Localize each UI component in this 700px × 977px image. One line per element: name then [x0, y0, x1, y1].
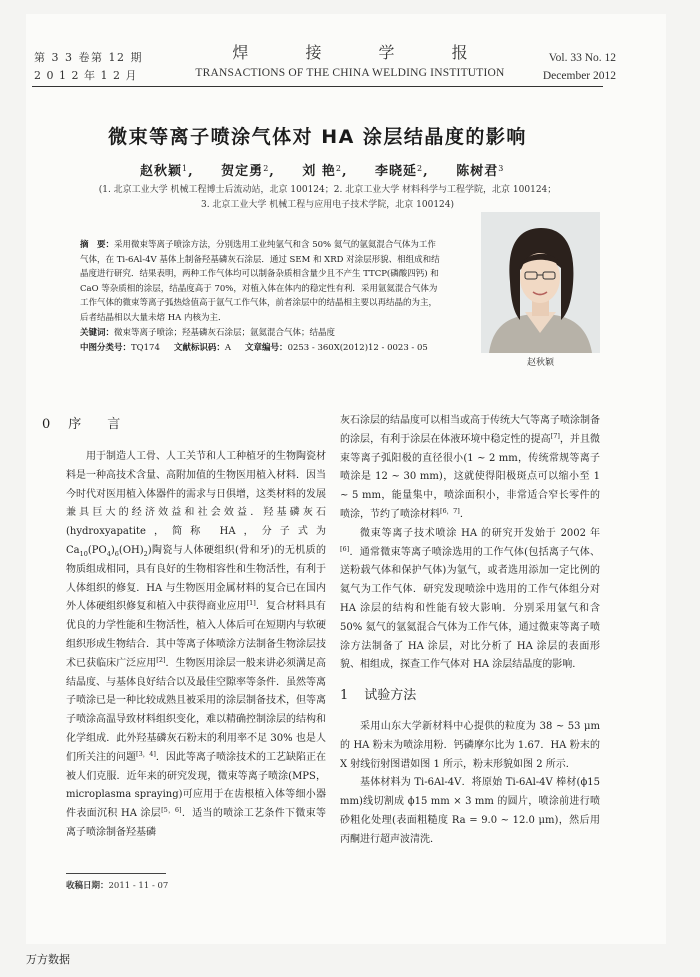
author: 贺定勇$^2$, [221, 164, 275, 179]
citation: [2] [156, 655, 166, 664]
author: 李晓延$^2$, [375, 164, 429, 179]
header-divider [32, 86, 603, 87]
section-heading-0: 0 序言 [42, 417, 147, 432]
received-date: 收稿日期：2011 - 11 - 07 [66, 881, 169, 891]
abstract-block [80, 238, 440, 355]
journal-name [150, 42, 550, 81]
keywords: 关键词：微束等离子喷涂；羟基磷灰石涂层；氩氦混合气体；结晶度 [80, 328, 336, 338]
header-issue-en [543, 49, 616, 85]
citation: [5，6] [161, 806, 182, 815]
author: 陈树君$^3$ [456, 164, 505, 179]
date-cn: 2 0 1 2 年 1 2 月 [34, 69, 138, 82]
journal-name-cn: 焊 接 学 报 [232, 43, 494, 62]
left-column [66, 448, 326, 843]
journal-name-en: TRANSACTIONS OF THE CHINA WELDING INSTITUTION [195, 67, 505, 79]
header-issue-cn [34, 49, 143, 85]
citation: [6，7] [440, 506, 460, 515]
paragraph: 采用山东大学新材料中心提供的粒度为 38 ~ 53 μm 的 HA 粉末为喷涂用粉．钙磷摩尔比为 1.67．HA 粉末的 X 射线衍射图谱如图 1 所示，粉末形貌如图 2 所示． [340, 720, 600, 770]
portrait-image [481, 212, 600, 353]
article-title: 微束等离子喷涂气体对 HA 涂层结晶度的影响 [108, 126, 527, 148]
author-list [140, 160, 520, 179]
affiliations: (1. 北京工业大学 机械工程博士后流动站，北京 100124；2. 北京工业大学 材料科学与工程学院，北京 100124； 3. 北京工业大学 机械工程与应用电子技术学院，北京 100124) [98, 185, 557, 210]
section-heading-1: 1 试验方法 [340, 688, 417, 704]
paragraph: 灰石涂层的结晶度可以相当或高于传统大气等离子喷涂制备的涂层，有利于涂层在体液环境中稳定性的提高[7]，并且微束等离子弧阳极的直径很小(1 ~ 2 mm，传统常规等离子喷涂是 12 ~ 30 mm)，这就使得阳极斑点可以缩小至 1 ~ 5 mm，能量集中，喷涂面积小，非常适合窄长零件的喷涂，节约了喷涂材料[6，7]． [340, 415, 600, 520]
citation: [6] [340, 544, 350, 553]
volume-en: Vol. 33 No. 12 [548, 52, 616, 64]
volume-cn: 第 3 3 卷第 12 期 [34, 51, 143, 64]
citation: [1] [246, 599, 256, 608]
abstract-text: 摘 要：采用微束等离子喷涂方法，分别选用工业纯氩气和含 50% 氦气的氩氦混合气体为工作气体，在 Ti-6Al-4V 基体上制备羟基磷灰石涂层．通过 SEM 和 XRD 对涂层形貌、相组成和结晶度进行研究．结果表明，两种工作气体均可以制备杂质相含量少且不产生 TTCP(磷酸四钙) 和 CaO 等杂质相的涂层，结晶度高于 70%，对植入体在体内的稳定性有利．采用氩氦混合气体为工作气体的微束等离子弧热焓值高于氩气工作气体，前者涂层中的结晶相主要以再结晶的为主，后者结晶相以大量未熔 HA 内核为主． [80, 240, 440, 323]
citation: [3，4] [136, 749, 156, 758]
classification-line: 中图分类号：TQ174 文献标识码：A 文章编号：0253 - 360X(2012)12 - 0023 - 05 [80, 342, 428, 353]
author-photo [481, 212, 600, 353]
paragraph: 基体材料为 Ti-6Al-4V．将原始 Ti-6Al-4V 棒材(ϕ15 mm)线切割成 ϕ15 mm × 3 mm 的圆片，喷涂前进行喷砂粗化处理(表面粗糙度 Ra = 9.0 ~ 12.0 μm)，然后用丙酮进行超声波清洗． [340, 777, 600, 845]
footnote-divider [66, 873, 166, 874]
paragraph: 微束等离子技术喷涂 HA 的研究开发始于 2002 年[6]．通常微束等离子喷涂选用的工作气体(包括离子气体、送粉载气体和保护气体)为氩气，或者选用添加一定比例的氦气为工作气体．研究发现喷涂中选用的工作气体组分对 HA 涂层的结构和性能有较大影响．分别采用氩气和含 50% 氦气的氩氦混合气体为工作气体，通过微束等离子喷涂方法制备了 HA 涂层，对比分析了 HA 涂层的表面形貌、相组成，探查工作气体对 HA 涂层结晶度的影响． [340, 527, 600, 671]
photo-caption: 赵秋颖 [526, 358, 554, 368]
author: 赵秋颖$^1$, [140, 164, 194, 179]
date-en: December 2012 [542, 70, 616, 82]
citation: [7] [550, 431, 560, 440]
paragraph: 用于制造人工骨、人工关节和人工种植牙的生物陶瓷材料是一种高技术含量、高附加值的生物医用植入材料．因当今时代对医用植入体器件的需求与日俱增，这类材料的发展兼具巨大的经济效益和社会效益．羟基磷灰石(hydroxyapatite，简称 HA，分子式为 $Ca_{10}(PO_4)_6(OH)_2$)陶瓷与人体硬组织(骨和牙)的无机质的物质组成相同，具有良好的生物相容性和生物活性，有利于人体组织的修复．HA 与生物医用金属材料的复合已在国内外人体硬组织修复和植入中获得商业应用[1]．复合材料具有优良的力学性能和生物活性，植入人体后可在短期内与软硬组织形成生物结合．其中等离子体喷涂方法制备生物涂层技术已获临床广泛应用[2]．生物医用涂层一般来讲必须满足高结晶度、与基体良好结合以及最佳空隙率等条件．虽然等离子喷涂已是一种比较成熟且被采用的涂层制备技术，但等离子喷涂高温导致材料组织变化，难以精确控制涂层的结构和化学组成．此外羟基磷灰石粉末的利用率不足 30% 也是人们所关注的问题[3，4]．因此等离子喷涂技术的工艺缺陷正在被人们克服．近年来的研究发现，微束等离子喷涂(MPS，microplasma spraying)可应用于在齿根植入体等细小器件表面沉积 HA 涂层[5，6]．适当的喷涂工艺条件下微束等离子喷涂制备羟基磷 [66, 451, 327, 838]
author: 刘 艳$^2$, [302, 164, 348, 179]
watermark: 万方数据 [26, 953, 70, 966]
right-column [340, 412, 600, 850]
